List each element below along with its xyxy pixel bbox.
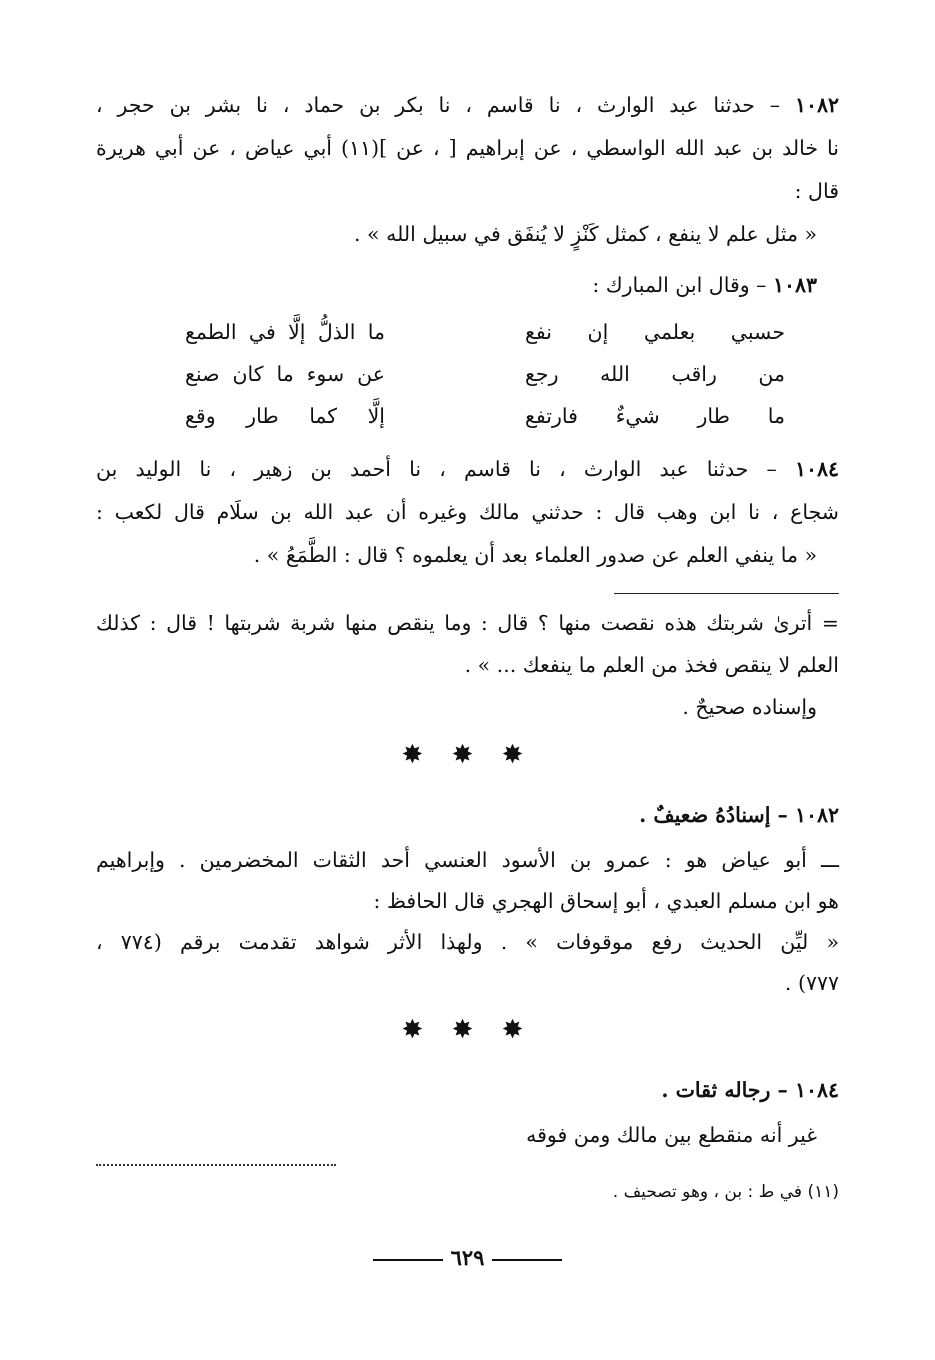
entry-1083-intro: ١٠٨٣ – وقال ابن المبارك :	[592, 273, 817, 297]
note-1084-heading: ١٠٨٤ – رجاله ثقات .	[661, 1078, 839, 1102]
poem-verse	[185, 404, 785, 438]
continuation-line-3: وإسناده صحيحٌ .	[682, 695, 817, 719]
note-1082-line-3: « ليِّن الحديث رفع موقوفات » . ولهذا الأثر شواهد تقدمت برقم (٧٧٤ ،	[96, 930, 839, 954]
entry-1082-line-2: نا خالد بن عبد الله الواسطي ، عن إبراهيم [ ، عن ](١١) أبي عياض ، عن أبي هريرة	[96, 136, 839, 160]
verse-first-hemistich: من راقب الله رجع	[525, 362, 785, 386]
note-1082-line-2: هو ابن مسلم العبدي ، أبو إسحاق الهجري قال الحافظ :	[373, 889, 839, 913]
note-number: ١٠٨٢	[794, 803, 839, 827]
footnote-dotted-rule	[96, 1164, 336, 1166]
section-separator: ✸ ✸ ✸	[401, 1015, 534, 1045]
continuation-line-2: العلم لا ينقص فخذ من العلم ما ينفعك ... » .	[464, 653, 839, 677]
entry-number: ١٠٨٤	[794, 457, 839, 481]
entry-1084-quote: « ما ينفي العلم عن صدور العلماء بعد أن يعلموه ؟ قال : الطَّمَعُ » .	[253, 543, 817, 567]
entry-1082-line-3: قال :	[794, 179, 839, 203]
entry-1082-line-1: ١٠٨٢ – حدثنا عبد الوارث ، نا قاسم ، نا بكر بن حماد ، نا بشر بن حجر ،	[96, 93, 839, 117]
footnote: (١١) في ط : بن ، وهو تصحيف .	[612, 1182, 839, 1202]
continuation-line-1: = أترىٰ شربتك هذه نقصت منها ؟ قال : وما ينقص منها شربة شربتها ! قال : كذلك	[96, 611, 839, 635]
dash	[373, 1259, 443, 1261]
poem-verse	[185, 320, 785, 354]
note-number: ١٠٨٤	[794, 1078, 839, 1102]
poem-verse	[185, 362, 785, 396]
verse-second-hemistich: ما الذلُّ إلَّا في الطمع	[185, 320, 385, 344]
section-separator: ✸ ✸ ✸	[401, 740, 534, 770]
verse-second-hemistich: إلَّا كما طار وقع	[185, 404, 385, 428]
entry-1084-line-1: ١٠٨٤ – حدثنا عبد الوارث ، نا قاسم ، نا أحمد بن زهير ، نا الوليد بن	[96, 457, 839, 481]
note-1084-line-1: غير أنه منقطع بين مالك ومن فوقه	[526, 1123, 817, 1147]
note-1082-line-4: ٧٧٧) .	[784, 971, 839, 995]
entry-number: ١٠٨٢	[794, 93, 839, 117]
entry-1082-quote: « مثل علم لا ينفع ، كمثل كَنْزٍ لا يُنفَق في سبيل الله » .	[354, 222, 817, 246]
footnote-rule	[614, 593, 839, 594]
verse-second-hemistich: عن سوء ما كان صنع	[185, 362, 385, 386]
entry-1084-line-2: شجاع ، نا ابن وهب قال : حدثني مالك وغيره أن عبد الله بن سلَام قال لكعب :	[96, 500, 839, 524]
page-number: ٦٢٩	[0, 1245, 935, 1270]
dash	[492, 1259, 562, 1261]
note-1082-line-1: ـــ أبو عياض هو : عمرو بن الأسود العنسي أحد الثقات المخضرمين . وإبراهيم	[96, 848, 839, 872]
verse-first-hemistich: حسبي بعلمي إن نفع	[525, 320, 785, 344]
note-1082-heading: ١٠٨٢ – إسنادُهُ ضعيفٌ .	[639, 803, 839, 827]
verse-first-hemistich: ما طار شيءٌ فارتفع	[525, 404, 785, 428]
entry-number: ١٠٨٣	[772, 273, 817, 297]
